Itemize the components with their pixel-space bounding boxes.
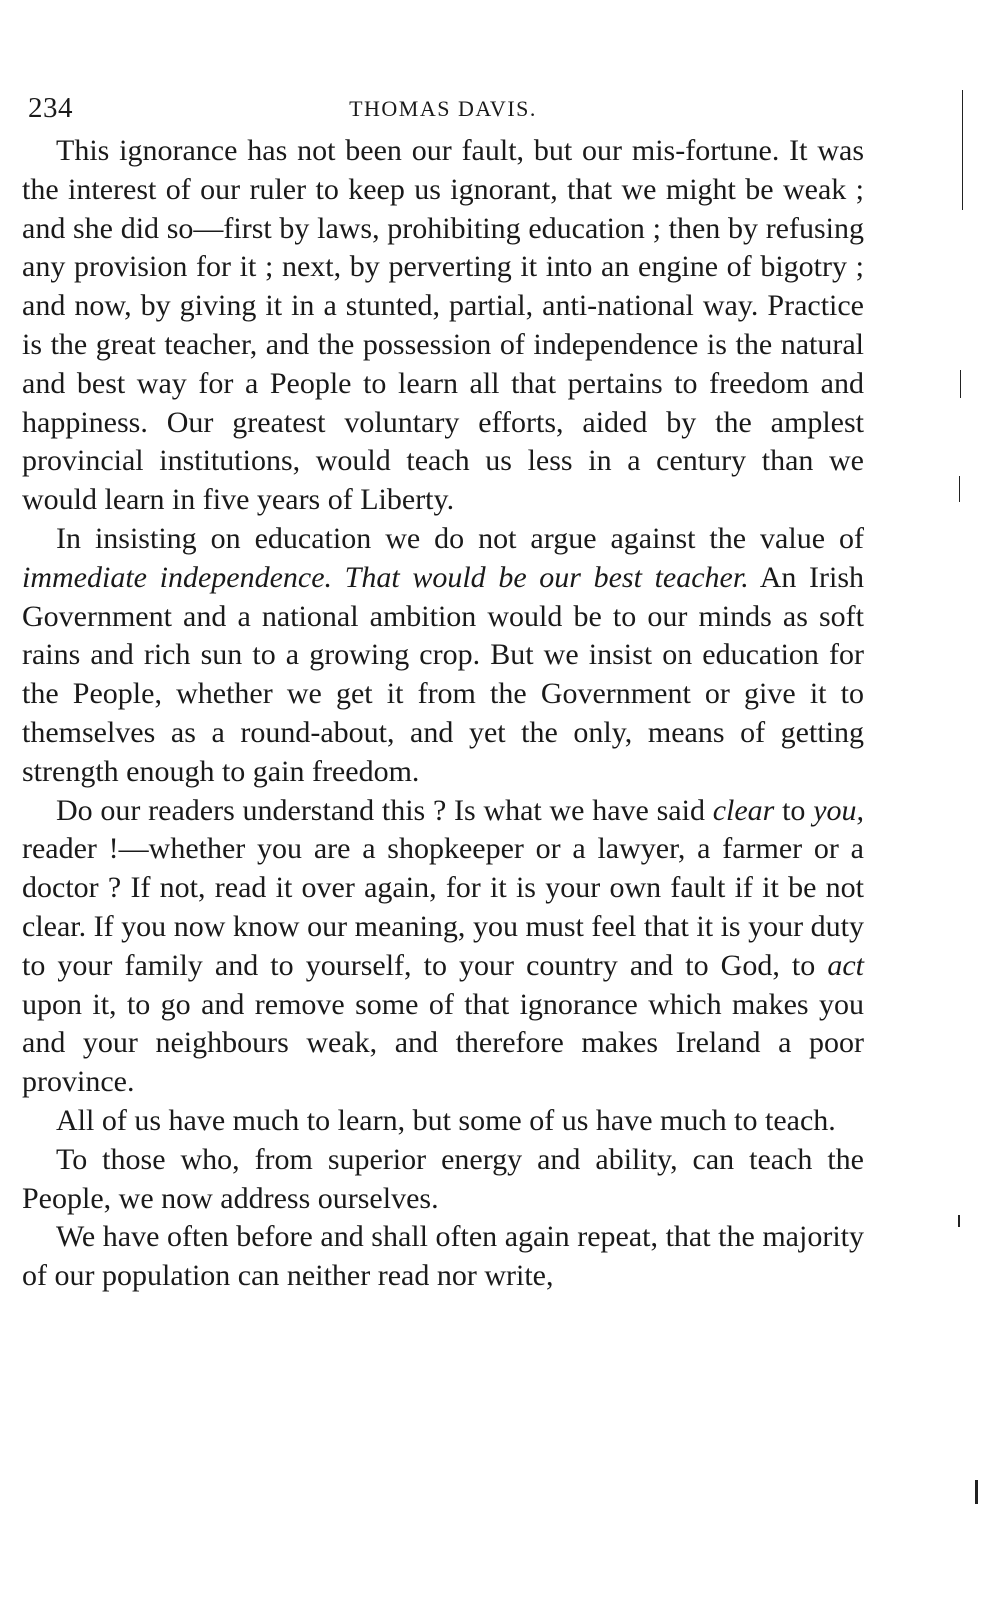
page-header	[22, 86, 864, 126]
paragraph-text: In insisting on education we do not argue against the value of	[56, 521, 864, 555]
paragraph-text: to	[774, 793, 814, 827]
scan-edge-mark	[960, 370, 961, 398]
running-title: THOMAS DAVIS.	[349, 96, 537, 121]
paragraph-text: An Irish Government and a national ambition would be to our minds as soft rains and rich sun to a growing crop. But we insist on education for the People, whether we get it from the Government or give it to themselves as a round-about, and yet the only, means of getting strength enough to gain freedom.	[22, 560, 864, 788]
scan-edge-mark	[975, 1480, 978, 1504]
paragraph-text: This ignorance has not been our fault, but our mis-fortune. It was the interest of our ruler to keep us ignorant, that we might be weak ; and she did so—first by laws, prohibiting education ; then by refusing any provision for it ; next, by perverting it into an engine of bigotry ; and now, by giving it in a stunted, partial, anti-national way. Practice is the great teacher, and the possession of independence is the natural and best way for a People to learn all that pertains to freedom and happiness. Our greatest voluntary efforts, aided by the amplest provincial institutions, would teach us less in a century than we would learn in five years of Liberty.	[22, 134, 864, 517]
paragraph	[22, 132, 864, 520]
scan-edge-mark	[959, 476, 960, 502]
italic-emphasis: immediate independence. That would be our best teacher.	[22, 560, 749, 594]
scan-edge-mark	[958, 1215, 960, 1227]
paragraph	[22, 520, 864, 792]
italic-emphasis: you,	[813, 793, 865, 827]
book-page	[22, 86, 864, 1296]
paragraph	[22, 1102, 864, 1141]
paragraph-text: reader !—whether you are a shopkeeper or a lawyer, a farmer or a doctor ? If not, read it over again, for it is your own fault if it be not clear. If you now know our meaning, you must feel that it is your duty to your family and to yourself, to your country and to God, to	[22, 832, 864, 982]
paragraph	[22, 792, 864, 1102]
paragraph-text: All of us have much to learn, but some of us have much to teach.	[56, 1103, 836, 1137]
italic-emphasis: act	[827, 948, 864, 982]
paragraph-text: upon it, to go and remove some of that ignorance which makes you and your neighbours weak, and therefore makes Ireland a poor province.	[22, 987, 864, 1099]
italic-emphasis: clear	[712, 793, 775, 827]
paragraph-text: We have often before and shall often again repeat, that the majority of our population can neither read nor write,	[22, 1220, 864, 1293]
paragraph	[22, 1218, 864, 1296]
page-number: 234	[28, 92, 73, 124]
scan-edge-mark	[962, 90, 963, 210]
paragraph	[22, 1141, 864, 1219]
paragraph-text: Do our readers understand this ? Is what we have said	[56, 793, 713, 827]
paragraph-text: To those who, from superior energy and ability, can teach the People, we now address ourselves.	[22, 1142, 864, 1215]
